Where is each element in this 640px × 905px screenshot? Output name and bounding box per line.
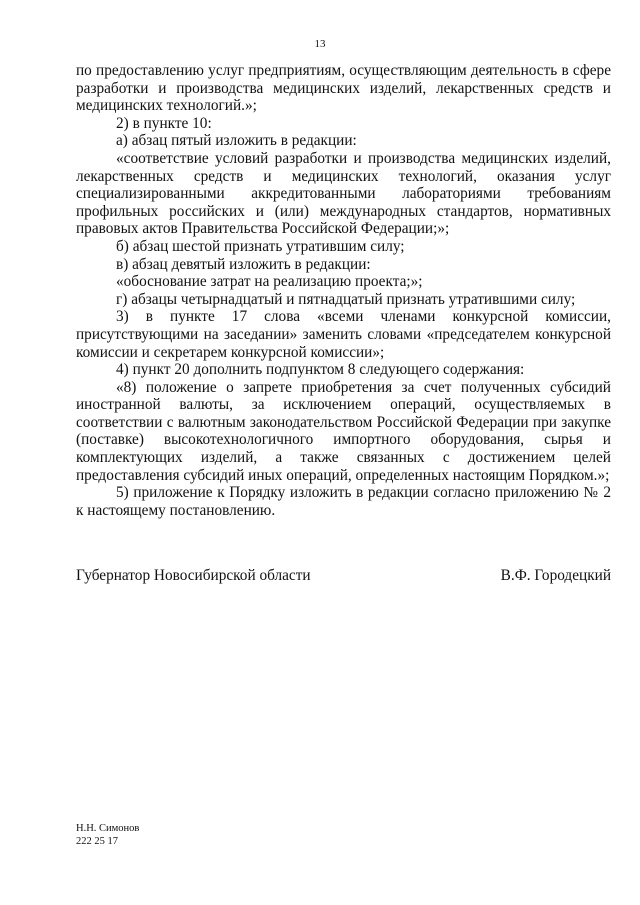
document-body [76,62,611,519]
executor-name: Н.Н. Симонов [76,823,140,834]
page-number: 13 [314,38,326,50]
paragraph-subitem-v: в) абзац девятый изложить в редакции: [116,255,371,273]
paragraph-quote-8: «8) положение о запрете приобретения за счет полученных субсидий иностранной валюты, за исключением операций, осуществляемых в соответствии с валютным законодательством Российской Федерации при закупке (поставке) высокотехнологичного импортного оборудования, сырья и комплектующих изделий, а также связанных с достижением целей предоставления субсидий иных операций, определенных настоящим Порядком.»; [76,378,611,484]
paragraph-subitem-b: б) абзац шестой признать утратившим силу; [116,237,405,255]
paragraph-item-5: 5) приложение к Порядку изложить в редакции согласно приложению № 2 к настоящему постановлению. [76,484,611,519]
paragraph-item-2: 2) в пункте 10: [116,114,212,132]
paragraph-item-4: 4) пункт 20 дополнить подпунктом 8 следующего содержания: [116,361,525,379]
signatory-position: Губернатор Новосибирской области [76,567,311,584]
paragraph-continuation: по предоставлению услуг предприятиям, осуществляющим деятельность в сфере разработки и производства медицинских изделий, лекарственных средств и медицинских технологий.»; [76,62,611,115]
paragraph-subitem-g: г) абзацы четырнадцатый и пятнадцатый признать утратившими силу; [116,290,576,308]
executor-block [76,822,139,848]
paragraph-quote-a: «соответствие условий разработки и производства медицинских изделий, лекарственных средств и медицинских технологий, оказания услуг специализированными аккредитованными лабораториями требованиям профильных российских и (или) международных стандартов, нормативных правовых актов Правительства Российской Федерации;»; [76,149,611,238]
signatory-name: В.Ф. Городецкий [500,567,611,584]
paragraph-subitem-a: а) абзац пятый изложить в редакции: [116,132,357,150]
paragraph-item-3: 3) в пункте 17 слова «всеми членами конкурсной комиссии, присутствующими на заседании» заменить словами «председателем конкурсной комиссии и секретарем конкурсной комиссии»; [76,308,611,361]
paragraph-quote-v: «обоснование затрат на реализацию проекта;»; [116,273,423,291]
executor-phone: 222 25 17 [76,836,118,847]
signature-block [76,567,611,585]
